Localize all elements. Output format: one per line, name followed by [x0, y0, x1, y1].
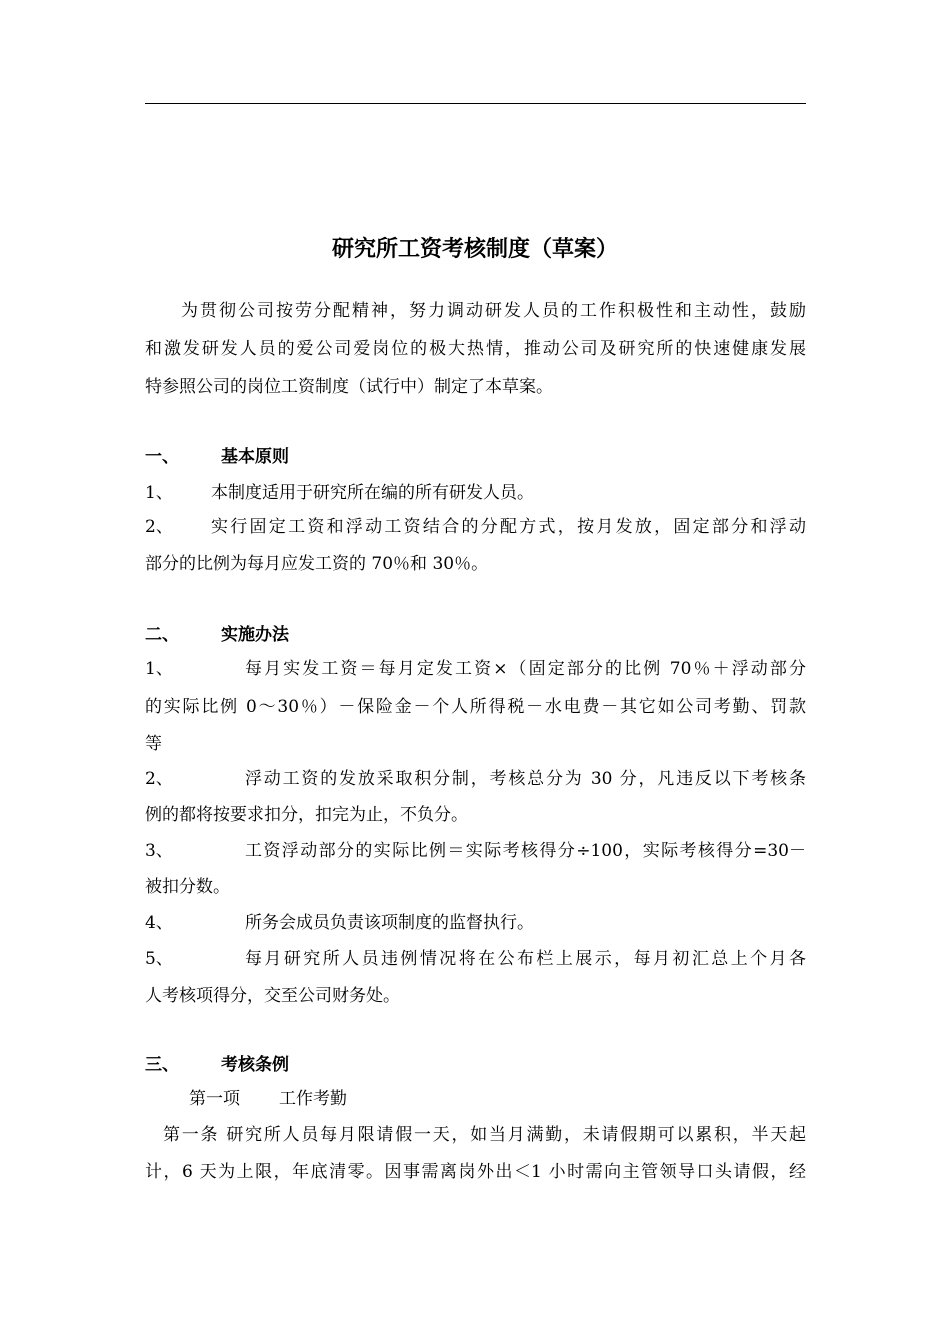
section-3-number: 三、 [145, 1055, 179, 1075]
s2-item-1-line-2: 的实际比例 0～30％）－保险金－个人所得税－水电费－其它如公司考勤、罚款 [145, 697, 806, 717]
s2-item-3-line-1: 工资浮动部分的实际比例＝实际考核得分÷100，实际考核得分=30－ [245, 841, 806, 861]
intro-line-2: 和激发研发人员的爱公司爱岗位的极大热情，推动公司及研究所的快速健康发展 [145, 339, 806, 359]
page-title: 研究所工资考核制度（草案） [331, 237, 618, 262]
intro-line-3: 特参照公司的岗位工资制度（试行中）制定了本草案。 [145, 377, 553, 397]
s1-item-1-number: 1、 [145, 483, 173, 503]
s1-item-2-number: 2、 [145, 517, 173, 537]
s2-item-2-line-2: 例的都将按要求扣分，扣完为止，不负分。 [145, 805, 468, 825]
article-1-line-2: 计，6 天为上限，年底清零。因事需离岗外出＜1 小时需向主管领导口头请假，经 [145, 1162, 806, 1182]
s2-item-1-line-1: 每月实发工资＝每月定发工资×（固定部分的比例 70％＋浮动部分 [245, 659, 806, 679]
intro-line-1: 为贯彻公司按劳分配精神，努力调动研发人员的工作积极性和主动性，鼓励 [181, 301, 806, 321]
subsection-title: 工作考勤 [279, 1089, 347, 1109]
s2-item-1-number: 1、 [145, 659, 173, 679]
s2-item-5-number: 5、 [145, 949, 173, 969]
section-1-number: 一、 [145, 447, 179, 467]
s2-item-4-line-1: 所务会成员负责该项制度的监督执行。 [245, 913, 534, 933]
s1-item-2-line-2: 部分的比例为每月应发工资的 70％和 30％。 [145, 554, 489, 574]
s2-item-2-number: 2、 [145, 769, 173, 789]
section-3-title: 考核条例 [221, 1055, 289, 1075]
header-rule [145, 103, 806, 104]
section-1-title: 基本原则 [221, 447, 289, 467]
s2-item-2-line-1: 浮动工资的发放采取积分制，考核总分为 30 分，凡违反以下考核条 [245, 769, 806, 789]
section-2-title: 实施办法 [221, 625, 289, 645]
section-2-number: 二、 [145, 625, 179, 645]
s1-item-1-line-1: 本制度适用于研究所在编的所有研发人员。 [211, 483, 534, 503]
s2-item-5-line-2: 人考核项得分，交至公司财务处。 [145, 986, 400, 1006]
subsection-number: 第一项 [189, 1089, 240, 1109]
s2-item-1-line-3: 等 [145, 734, 162, 754]
article-1-line-1: 第一条 研究所人员每月限请假一天，如当月满勤，未请假期可以累积，半天起 [163, 1125, 806, 1145]
s2-item-3-line-2: 被扣分数。 [145, 877, 230, 897]
s1-item-2-line-1: 实行固定工资和浮动工资结合的分配方式，按月发放，固定部分和浮动 [211, 517, 806, 537]
s2-item-3-number: 3、 [145, 841, 173, 861]
s2-item-4-number: 4、 [145, 913, 173, 933]
s2-item-5-line-1: 每月研究所人员违例情况将在公布栏上展示，每月初汇总上个月各 [245, 949, 806, 969]
